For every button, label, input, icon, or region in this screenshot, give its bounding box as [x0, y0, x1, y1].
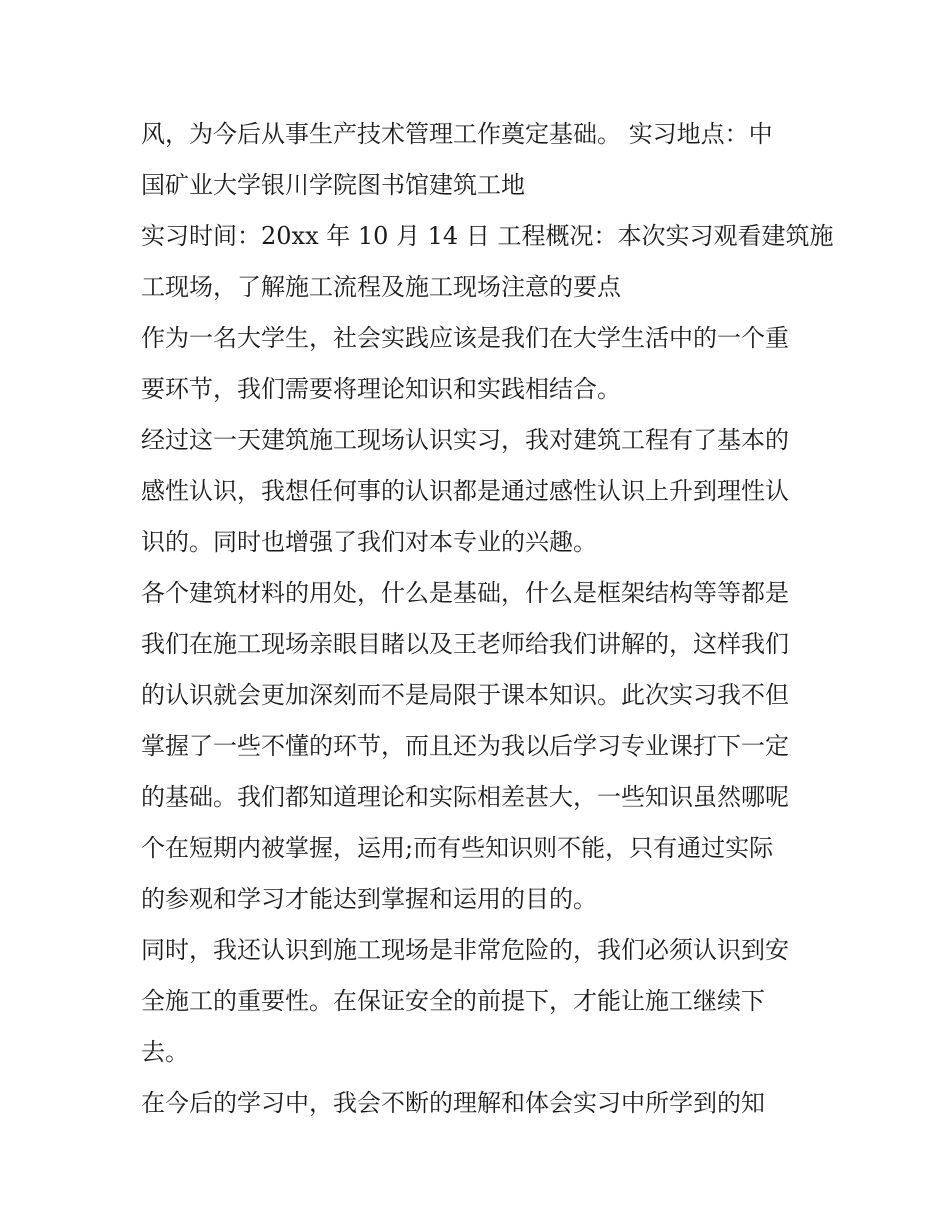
text-line: 国矿业大学银川学院图书馆建筑工地	[141, 171, 525, 199]
text-line: 要环节，我们需要将理论知识和实践相结合。	[141, 375, 621, 403]
text-line: 全施工的重要性。在保证安全的前提下，才能让施工继续下	[141, 987, 765, 1015]
document-body	[141, 109, 834, 1129]
text-line: 风，为今后从事生产技术管理工作奠定基础。 实习地点：中	[141, 120, 773, 148]
text-line: 的基础。我们都知道理论和实际相差甚大，一些知识虽然哪呢	[141, 783, 789, 811]
text-line: 经过这一天建筑施工现场认识实习，我对建筑工程有了基本的	[141, 426, 789, 454]
text-line: 个在短期内被掌握，运用;而有些知识则不能，只有通过实际	[141, 834, 774, 862]
text-line: 作为一名大学生，社会实践应该是我们在大学生活中的一个重	[141, 324, 789, 352]
text-line: 识的。同时也增强了我们对本专业的兴趣。	[141, 528, 597, 556]
text-line: 感性认识，我想任何事的认识都是通过感性认识上升到理性认	[141, 477, 789, 505]
text-line: 在今后的学习中，我会不断的理解和体会实习中所学到的知	[141, 1089, 765, 1117]
text-line: 各个建筑材料的用处，什么是基础，什么是框架结构等等都是	[141, 579, 789, 607]
text-line: 同时，我还认识到施工现场是非常危险的，我们必须认识到安	[141, 936, 789, 964]
text-line: 我们在施工现场亲眼目睹以及王老师给我们讲解的，这样我们	[141, 630, 789, 658]
text-line: 工现场，了解施工流程及施工现场注意的要点	[141, 273, 621, 301]
text-line: 掌握了一些不懂的环节，而且还为我以后学习专业课打下一定	[141, 732, 789, 760]
text-line: 的认识就会更加深刻而不是局限于课本知识。此次实习我不但	[141, 681, 789, 709]
text-line: 去。	[141, 1038, 189, 1066]
text-line: 的参观和学习才能达到掌握和运用的目的。	[141, 885, 597, 913]
text-line: 实习时间：20xx 年 10 月 14 日 工程概况：本次实习观看建筑施	[141, 222, 834, 250]
